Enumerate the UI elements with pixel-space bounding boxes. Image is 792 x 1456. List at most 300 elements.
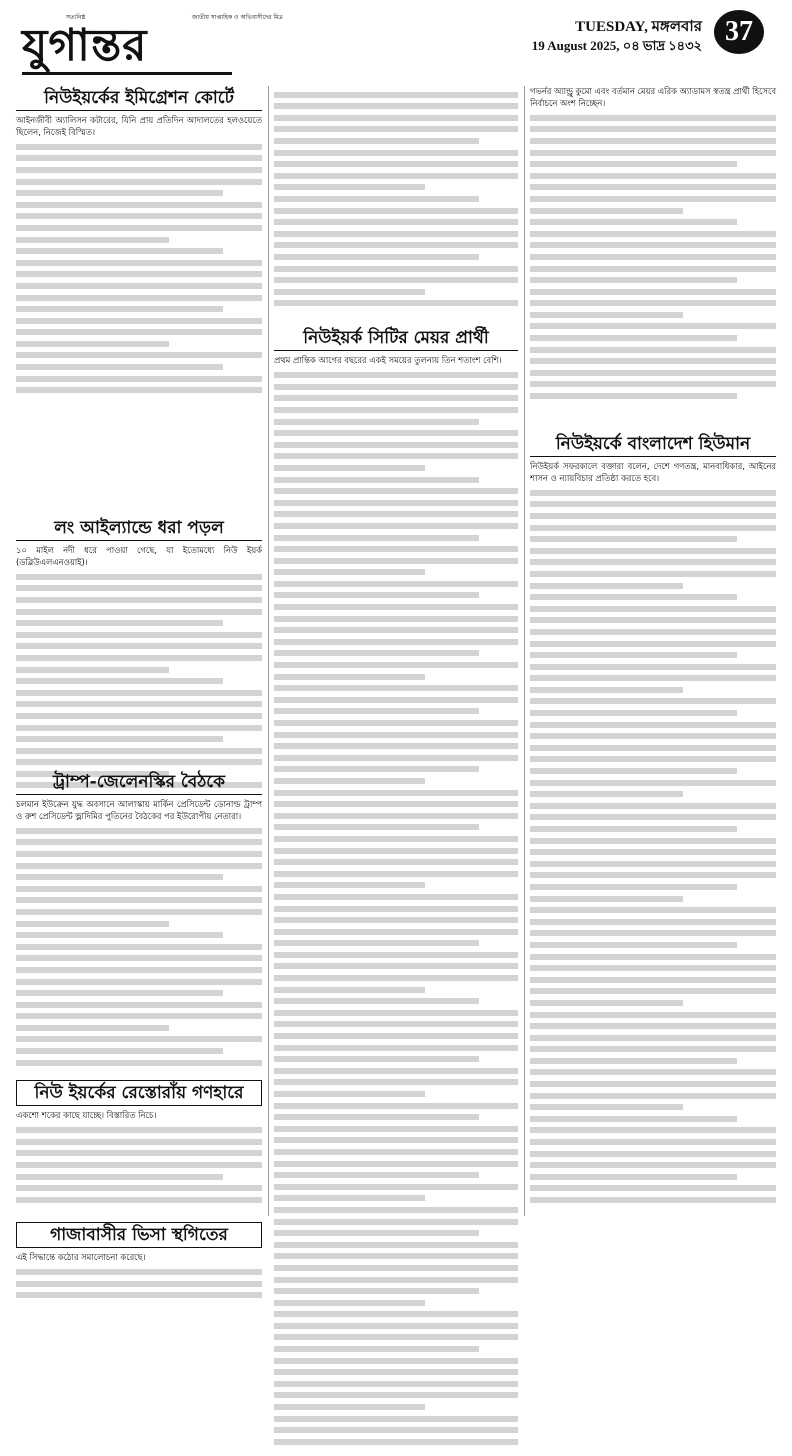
text-line bbox=[530, 381, 776, 387]
text-line bbox=[274, 616, 518, 622]
story-body-text bbox=[274, 372, 518, 1445]
text-line bbox=[16, 1002, 262, 1008]
text-line bbox=[274, 161, 518, 167]
text-line bbox=[274, 1369, 518, 1375]
text-line bbox=[274, 1207, 518, 1213]
text-line bbox=[16, 909, 262, 915]
text-line bbox=[274, 1242, 518, 1248]
text-line bbox=[16, 667, 169, 673]
story-lead: একশো শকের কাছে যাচ্ছে। বিস্তারিত নিচে। bbox=[16, 1110, 157, 1120]
text-line bbox=[16, 585, 262, 591]
column-divider bbox=[524, 86, 525, 1216]
text-line bbox=[274, 1021, 518, 1027]
text-line bbox=[274, 1300, 425, 1306]
text-line bbox=[274, 1161, 518, 1167]
text-line bbox=[530, 768, 737, 774]
text-line bbox=[16, 736, 223, 742]
text-line bbox=[530, 1093, 776, 1099]
text-line bbox=[16, 874, 223, 880]
text-line bbox=[16, 574, 262, 580]
text-line bbox=[16, 851, 262, 857]
text-line bbox=[274, 266, 518, 272]
issue-date: 19 August 2025, ০৪ ভাদ্র ১৪৩২ bbox=[531, 38, 702, 53]
text-line bbox=[274, 569, 425, 575]
text-line bbox=[274, 906, 518, 912]
text-line bbox=[274, 1068, 518, 1074]
text-line bbox=[274, 639, 518, 645]
text-line bbox=[16, 1269, 262, 1275]
text-line bbox=[16, 341, 169, 347]
story-body-text bbox=[16, 144, 262, 393]
text-line bbox=[274, 372, 518, 378]
text-line bbox=[16, 863, 262, 869]
text-line bbox=[530, 501, 776, 507]
text-line bbox=[530, 289, 776, 295]
text-line bbox=[530, 559, 776, 565]
story-lead: ১০ মাইল নদী ধরে পাওয়া গেছে, যা ইতোমধ্যে নিউ ইয়র্ক (ডব্লিউএলএনওয়াই)। bbox=[16, 545, 262, 567]
text-line bbox=[530, 277, 737, 283]
text-line bbox=[530, 907, 776, 913]
text-line bbox=[16, 990, 223, 996]
story-lead: এই সিদ্ধান্তে কঠোর সমালোচনা করেছে। bbox=[16, 1252, 146, 1262]
text-line bbox=[16, 655, 262, 661]
text-line bbox=[274, 289, 425, 295]
text-line bbox=[530, 1058, 737, 1064]
text-line bbox=[530, 231, 776, 237]
text-line bbox=[16, 690, 262, 696]
text-line bbox=[530, 884, 737, 890]
text-line bbox=[530, 745, 776, 751]
masthead-subtitle: জাতীয় সাপ্তাহিক ও অভিবাসীদের মিত্র bbox=[192, 14, 283, 21]
text-line bbox=[530, 1012, 776, 1018]
text-line bbox=[530, 126, 776, 132]
text-line bbox=[274, 998, 479, 1004]
text-line bbox=[16, 202, 262, 208]
text-line bbox=[530, 791, 683, 797]
text-line bbox=[274, 1288, 479, 1294]
text-line bbox=[274, 987, 425, 993]
text-line bbox=[274, 92, 518, 98]
text-line bbox=[530, 1197, 776, 1203]
text-line bbox=[274, 138, 479, 144]
text-line bbox=[530, 988, 776, 994]
text-line bbox=[274, 604, 518, 610]
text-line bbox=[530, 826, 737, 832]
text-line bbox=[16, 1048, 223, 1054]
text-line bbox=[530, 571, 776, 577]
text-line bbox=[16, 1013, 262, 1019]
text-line bbox=[274, 430, 518, 436]
text-line bbox=[274, 384, 518, 390]
text-line bbox=[274, 231, 518, 237]
text-line bbox=[530, 1104, 683, 1110]
story-body-text bbox=[530, 115, 776, 399]
text-line bbox=[16, 828, 262, 834]
text-line bbox=[530, 977, 776, 983]
text-line bbox=[16, 1127, 262, 1133]
text-line bbox=[530, 1162, 776, 1168]
text-line bbox=[530, 710, 737, 716]
text-line bbox=[530, 722, 776, 728]
text-line bbox=[16, 352, 262, 358]
text-line bbox=[274, 662, 518, 668]
text-line bbox=[16, 306, 223, 312]
text-line bbox=[16, 364, 223, 370]
story-lead: প্রথম প্রান্তিক আগের বছরের একই সময়ের তুলনায় তিন শতাংশ বেশি। bbox=[274, 355, 502, 365]
text-line bbox=[530, 1081, 776, 1087]
text-line bbox=[530, 1151, 776, 1157]
text-line bbox=[274, 103, 518, 109]
text-line bbox=[274, 1033, 518, 1039]
text-line bbox=[530, 1174, 737, 1180]
text-line bbox=[274, 535, 479, 541]
text-line bbox=[16, 632, 262, 638]
text-line bbox=[16, 609, 262, 615]
text-line bbox=[274, 465, 425, 471]
text-line bbox=[530, 312, 683, 318]
text-line bbox=[274, 743, 518, 749]
text-line bbox=[274, 1079, 518, 1085]
text-line bbox=[16, 897, 262, 903]
story-gaza-visa bbox=[16, 1222, 262, 1316]
text-line bbox=[530, 138, 776, 144]
text-line bbox=[274, 963, 518, 969]
text-line bbox=[530, 300, 776, 306]
text-line bbox=[530, 698, 776, 704]
text-line bbox=[274, 813, 518, 819]
text-line bbox=[530, 548, 776, 554]
text-line bbox=[530, 687, 683, 693]
issue-day: TUESDAY, মঙ্গলবার bbox=[575, 19, 702, 35]
text-line bbox=[274, 1126, 518, 1132]
text-line bbox=[274, 882, 425, 888]
text-line bbox=[274, 1311, 518, 1317]
text-line bbox=[274, 150, 518, 156]
text-line bbox=[274, 581, 518, 587]
text-line bbox=[274, 173, 518, 179]
text-line bbox=[530, 594, 737, 600]
text-line bbox=[16, 213, 262, 219]
text-line bbox=[530, 756, 776, 762]
text-line bbox=[274, 523, 518, 529]
text-line bbox=[274, 1056, 479, 1062]
text-line bbox=[274, 1427, 518, 1433]
text-line bbox=[16, 167, 262, 173]
text-line bbox=[16, 748, 262, 754]
text-line bbox=[274, 488, 518, 494]
text-line bbox=[530, 814, 776, 820]
text-line bbox=[530, 254, 776, 260]
story-mayor-continuation bbox=[530, 86, 776, 406]
text-line bbox=[274, 824, 479, 830]
text-line bbox=[274, 1439, 518, 1445]
text-line bbox=[530, 161, 737, 167]
text-line bbox=[16, 921, 169, 927]
text-line bbox=[530, 358, 776, 364]
text-line bbox=[16, 248, 223, 254]
story-immigration-court bbox=[16, 86, 262, 408]
story-trump-zelensky bbox=[16, 770, 262, 1074]
text-line bbox=[530, 196, 776, 202]
text-line bbox=[274, 674, 425, 680]
column-middle bbox=[274, 86, 518, 1218]
text-line bbox=[274, 1103, 518, 1109]
text-line bbox=[530, 370, 776, 376]
text-line bbox=[274, 395, 518, 401]
story-lead: আইনজীবী অ্যালিসন কটারের, যিনি প্রায় প্রতিদিন আদালতের হলওয়েতে ছিলেন, নিজেই বিস্মিত। bbox=[16, 115, 262, 137]
text-line bbox=[274, 511, 518, 517]
text-line bbox=[530, 335, 737, 341]
column-left bbox=[16, 86, 262, 1262]
text-line bbox=[530, 664, 776, 670]
text-line bbox=[530, 536, 737, 542]
text-line bbox=[274, 546, 518, 552]
text-line bbox=[274, 453, 518, 459]
text-line bbox=[274, 1416, 518, 1422]
text-line bbox=[530, 184, 776, 190]
text-line bbox=[16, 1174, 223, 1180]
text-line bbox=[16, 713, 262, 719]
text-line bbox=[274, 952, 518, 958]
text-line bbox=[16, 1292, 262, 1298]
text-line bbox=[274, 208, 518, 214]
text-line bbox=[274, 790, 518, 796]
text-line bbox=[274, 1277, 518, 1283]
text-line bbox=[16, 144, 262, 150]
text-line bbox=[530, 1116, 737, 1122]
text-line bbox=[530, 242, 776, 248]
text-line bbox=[16, 886, 262, 892]
text-line bbox=[274, 871, 518, 877]
text-line bbox=[274, 1358, 518, 1364]
text-line bbox=[16, 190, 223, 196]
text-line bbox=[16, 318, 262, 324]
text-line bbox=[16, 1060, 262, 1066]
text-line bbox=[274, 1114, 479, 1120]
text-line bbox=[530, 930, 776, 936]
text-line bbox=[16, 759, 262, 765]
text-line bbox=[530, 1139, 776, 1145]
story-nyc-mayor-candidate bbox=[274, 326, 518, 1456]
text-line bbox=[274, 277, 518, 283]
text-line bbox=[274, 115, 518, 121]
story-body-text bbox=[16, 828, 262, 1066]
text-line bbox=[530, 393, 737, 399]
text-line bbox=[530, 780, 776, 786]
text-line bbox=[274, 126, 518, 132]
text-line bbox=[274, 1392, 518, 1398]
text-line bbox=[274, 1091, 425, 1097]
text-line bbox=[274, 1404, 425, 1410]
text-line bbox=[16, 1139, 262, 1145]
dateline bbox=[532, 18, 702, 56]
text-line bbox=[16, 620, 223, 626]
text-line bbox=[16, 179, 262, 185]
text-line bbox=[274, 766, 479, 772]
text-line bbox=[16, 1281, 262, 1287]
column-divider bbox=[268, 86, 269, 1216]
text-line bbox=[274, 1219, 518, 1225]
text-line bbox=[274, 196, 479, 202]
text-line bbox=[16, 155, 262, 161]
text-line bbox=[274, 1184, 518, 1190]
story-continuation-top bbox=[274, 86, 518, 320]
masthead bbox=[8, 6, 784, 74]
text-line bbox=[274, 1323, 518, 1329]
text-line bbox=[16, 678, 223, 684]
text-line bbox=[530, 838, 776, 844]
text-line bbox=[274, 500, 518, 506]
text-line bbox=[274, 917, 518, 923]
story-headline: নিউ ইয়র্কের রেস্তোরাঁয় গণহারে bbox=[16, 1080, 262, 1106]
story-nyc-restaurants bbox=[16, 1080, 262, 1214]
text-line bbox=[16, 387, 262, 393]
text-line bbox=[16, 955, 262, 961]
text-line bbox=[274, 1172, 479, 1178]
text-line bbox=[274, 419, 479, 425]
story-headline: গাজাবাসীর ভিসা স্থগিতের bbox=[16, 1222, 262, 1248]
text-line bbox=[530, 896, 683, 902]
text-line bbox=[530, 919, 776, 925]
text-line bbox=[16, 839, 262, 845]
text-line bbox=[16, 295, 262, 301]
text-line bbox=[274, 300, 518, 306]
text-line bbox=[274, 859, 518, 865]
text-line bbox=[530, 1185, 776, 1191]
text-line bbox=[530, 606, 776, 612]
text-line bbox=[16, 1150, 262, 1156]
text-line bbox=[530, 849, 776, 855]
text-line bbox=[530, 861, 776, 867]
text-line bbox=[274, 650, 479, 656]
text-line bbox=[530, 1035, 776, 1041]
text-line bbox=[16, 932, 223, 938]
text-line bbox=[530, 652, 737, 658]
text-line bbox=[530, 872, 776, 878]
text-line bbox=[530, 1046, 776, 1052]
text-line bbox=[530, 675, 776, 681]
text-line bbox=[16, 944, 262, 950]
text-line bbox=[530, 513, 776, 519]
text-line bbox=[16, 1162, 262, 1168]
text-line bbox=[530, 490, 776, 496]
text-line bbox=[16, 967, 262, 973]
newspaper-logo: যুগান্তর bbox=[22, 20, 148, 71]
text-line bbox=[274, 929, 518, 935]
story-lead: চলমান ইউক্রেন যুদ্ধ অবসানে আলাস্কায় মার্কিন প্রেসিডেন্ট ডোনাল্ড ট্রাম্প ও রুশ প্রেসিডেন্ট ভ্লাদিমির পুতিনের বৈঠকের পর ইউরোপীয় নেতারা। bbox=[16, 799, 262, 821]
text-line bbox=[274, 685, 518, 691]
logo-underline bbox=[22, 72, 232, 75]
story-headline: নিউইয়র্কের ইমিগ্রেশন কোর্টে bbox=[16, 86, 262, 111]
story-body-text bbox=[16, 574, 262, 789]
text-line bbox=[16, 283, 262, 289]
text-line bbox=[530, 150, 776, 156]
text-line bbox=[274, 755, 518, 761]
text-line bbox=[274, 697, 518, 703]
text-line bbox=[274, 1253, 518, 1259]
text-line bbox=[16, 725, 262, 731]
text-line bbox=[530, 208, 683, 214]
text-line bbox=[274, 1334, 518, 1340]
text-line bbox=[274, 627, 518, 633]
text-line bbox=[16, 376, 262, 382]
text-line bbox=[530, 583, 683, 589]
text-line bbox=[530, 942, 737, 948]
story-headline: নিউইয়র্কে বাংলাদেশ হিউমান bbox=[530, 432, 776, 457]
text-line bbox=[16, 1197, 262, 1203]
text-line bbox=[16, 271, 262, 277]
text-line bbox=[16, 1036, 262, 1042]
text-line bbox=[16, 237, 169, 243]
text-line bbox=[16, 1185, 262, 1191]
text-line bbox=[274, 975, 518, 981]
text-line bbox=[16, 597, 262, 603]
text-line bbox=[530, 115, 776, 121]
text-line bbox=[274, 836, 518, 842]
text-line bbox=[274, 1230, 479, 1236]
text-line bbox=[274, 1149, 518, 1155]
text-line bbox=[274, 242, 518, 248]
text-line bbox=[16, 701, 262, 707]
text-line bbox=[274, 592, 479, 598]
masthead-tagline: সত্যনিষ্ঠ bbox=[66, 14, 86, 21]
text-line bbox=[530, 803, 776, 809]
page-number-badge: 37 bbox=[714, 10, 764, 54]
story-bangladesh-human-rights bbox=[530, 432, 776, 1216]
text-line bbox=[16, 979, 262, 985]
text-line bbox=[530, 525, 776, 531]
story-lead: গভর্নর অ্যান্ড্রু কুমো এবং বর্তমান মেয়র এরিক অ্যাডামস স্বতন্ত্র প্রার্থী হিসেবে নির্বাচনে অংশ নিচ্ছেন। bbox=[530, 86, 776, 108]
text-line bbox=[274, 894, 518, 900]
story-body-text bbox=[16, 1269, 262, 1298]
text-line bbox=[530, 1000, 683, 1006]
text-line bbox=[530, 1127, 776, 1133]
text-line bbox=[274, 1010, 518, 1016]
text-line bbox=[16, 1025, 169, 1031]
text-line bbox=[274, 1195, 425, 1201]
text-line bbox=[530, 965, 776, 971]
text-line bbox=[530, 219, 737, 225]
text-line bbox=[274, 732, 518, 738]
text-line bbox=[530, 266, 776, 272]
text-line bbox=[274, 801, 518, 807]
text-line bbox=[530, 954, 776, 960]
text-line bbox=[530, 641, 776, 647]
story-body-text bbox=[530, 490, 776, 1203]
text-line bbox=[530, 1069, 776, 1075]
text-line bbox=[274, 720, 518, 726]
text-line bbox=[530, 629, 776, 635]
text-line bbox=[274, 1381, 518, 1387]
text-line bbox=[16, 225, 262, 231]
story-headline: লং আইল্যান্ডে ধরা পড়ল bbox=[16, 516, 262, 541]
text-line bbox=[530, 173, 776, 179]
text-line bbox=[274, 254, 479, 260]
text-line bbox=[274, 558, 518, 564]
text-line bbox=[530, 733, 776, 739]
story-body-text bbox=[16, 1127, 262, 1203]
text-line bbox=[274, 442, 518, 448]
story-lead: নিউইয়র্ক সফরকালে বক্তারা বলেন, দেশে গণতন্ত্র, মানবাধিকার, আইনের শাসন ও ন্যায়বিচার প্রতিষ্ঠা করতে হবে। bbox=[530, 461, 776, 483]
story-headline: ট্রাম্প-জেলেনস্কির বৈঠকে bbox=[16, 770, 262, 795]
text-line bbox=[274, 1346, 479, 1352]
text-line bbox=[16, 643, 262, 649]
text-line bbox=[274, 940, 479, 946]
text-line bbox=[274, 1265, 518, 1271]
column-right bbox=[530, 86, 776, 1218]
story-headline: নিউইয়র্ক সিটির মেয়র প্রার্থী bbox=[274, 326, 518, 351]
story-long-island bbox=[16, 516, 262, 796]
